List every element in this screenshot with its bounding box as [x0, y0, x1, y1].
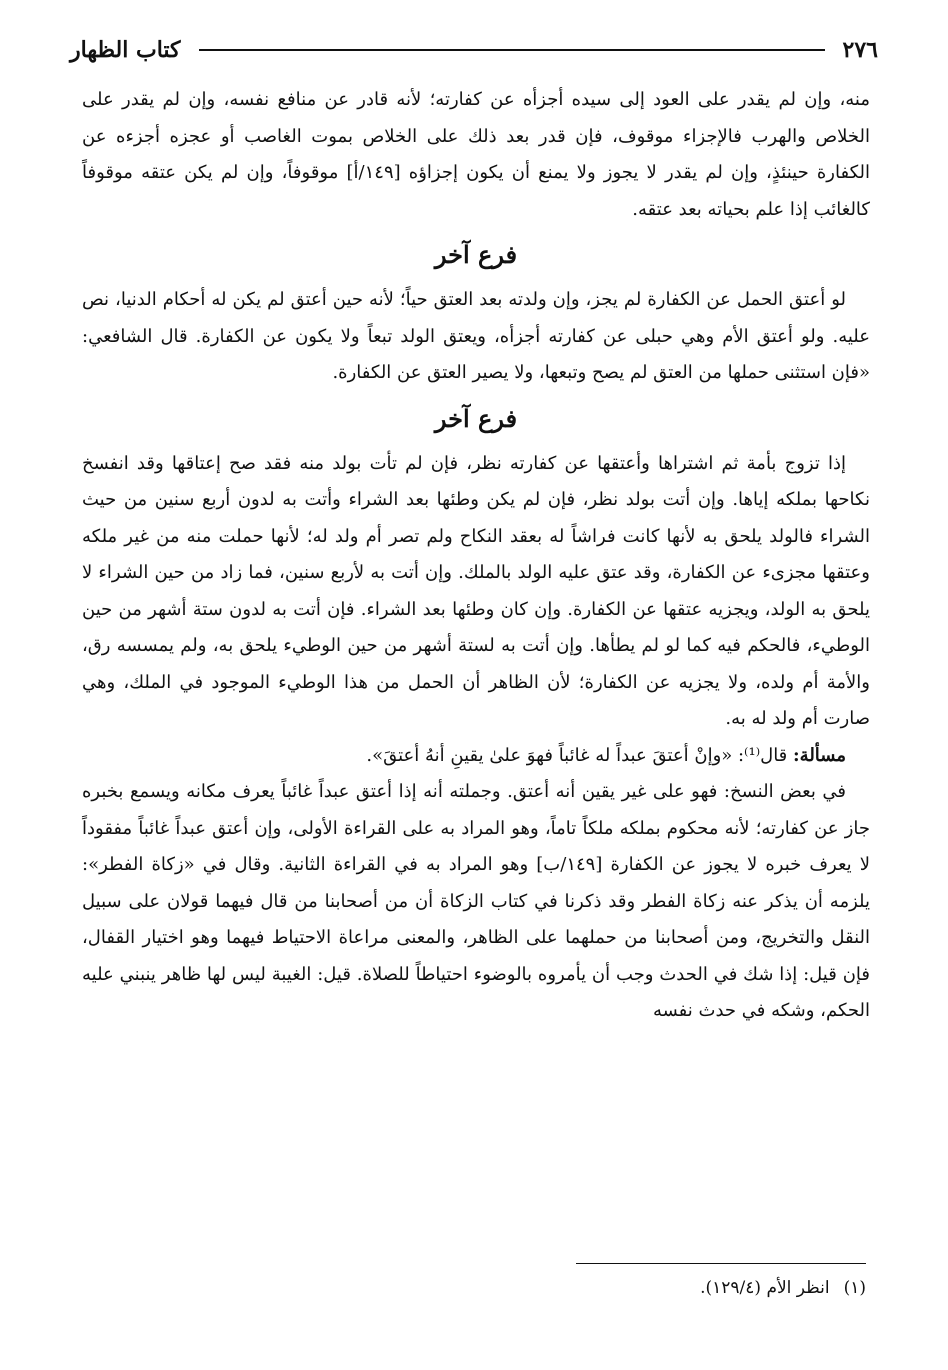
section-title-2: فرع آخر — [434, 403, 518, 433]
footnote — [82, 1273, 866, 1303]
paragraph-2: لو أعتق الحمل عن الكفارة لم يجز، وإن ولدته بعد العتق حياً؛ لأنه حين أعتق لم يكن له أحكام الدنيا، نص عليه. ولو أعتق الأم وهي حبلى عن كفارته أجزأه، ويعتق الولد تبعاً ولا يكون عن الكفارة. قال الشافعي: «فإن استثنى حملها من العتق لم يصح وتبعها، ولا يصير العتق عن الكفارة. — [82, 289, 870, 383]
masala-text: قال⁽¹⁾: «وإنْ أعتقَ عبداً له غائباً فهوَ علىٰ يقينِ أنهُ أعتقَ». — [366, 744, 788, 766]
paragraph-1: منه، وإن لم يقدر على العود إلى سيده أجزأه عن كفارته؛ لأنه قادر عن منافع نفسه، وإن لم يقدر على الخلاص والهرب فالإجزاء موقوف، فإن قدر بعد ذلك على الخلاص بموت الغاصب أو عجزه أجزءه عن الكفارة حينئذٍ، وإن لم يقدر لا يجوز ولا يمنع أن يكون إجزاؤه [١٤٩/أ] موقوفاً، وإن لم يكن عتقه موقوفاً كالغائب إذا علم بحياته بعد عتقه. — [82, 89, 871, 220]
paragraph-4: في بعض النسخ: فهو على غير يقين أنه أعتق. وجملته أنه إذا أعتق عبداً غائباً يعرف مكانه ويسمع بخبره جاز عن كفارته؛ لأنه محكوم بملكه ملكاً تاماً، وهو المراد به على القراءة الأولى، وإن أعتق عبداً غائباً مفقوداً لا يعرف خبره لا يجوز عن الكفارة [١٤٩/ب] وهو المراد به في القراءة الثانية. وقال في «زكاة الفطر»: يلزمه أن يذكر عنه زكاة الفطر وقد ذكرنا في كتاب الزكاة أن من أصحابنا من قال فيهما قولان على سبيل النقل والتخريج، ومن أصحابنا من حملهما على الظاهر، والمعنى مراعاة الاحتياط فيهما وهو اختيار القفال، فإن قيل: إذا شك في الحدث وجب أن يأمروه بالوضوء احتياطاً للصلاة. قيل: الغيبة ليس لها ظاهر ينبني عليه الحكم، وشكه في حدث نفسه — [82, 781, 871, 1021]
masala-paragraph — [82, 738, 870, 775]
page-header — [70, 28, 878, 72]
book-title: كتاب الظهار — [70, 37, 181, 63]
header-rule — [199, 49, 825, 51]
page-number: ٢٧٦ — [842, 37, 878, 63]
page-body — [82, 82, 870, 1030]
masala-label: مسألة: — [793, 744, 846, 766]
paragraph-3: إذا تزوج بأمة ثم اشتراها وأعتقها عن كفارته نظر، فإن لم تأت بولد منه فقد صح إعتاقها وقد انفسخ نكاحها بملكه إياها. وإن أتت بولد نظر، فإن لم يكن وطئها بعد الشراء وأتت به لدون أربع سنين من حيث الشراء فالولد يلحق به لأنها كانت فراشاً له بعقد النكاح ولم تصر أم ولد له؛ لأنها حملت منه من غير ملكه وعتقها مجزىء عن الكفارة، وقد عتق عليه الولد بالملك. وإن أتت به لأربع سنين، فما زاد من حين الشراء لا يلحق به الولد، ويجزيه عتقها عن الكفارة. وإن كان وطئها بعد الشراء. فإن أتت به لدون ستة أشهر من حين الوطيء، فالحكم فيه كما لو لم يطأها. وإن أتت به لستة أشهر من حين الوطيء يلحق به، ولم يمسسه رق، والأمة أم ولده، ولا يجزيه عن الكفارة؛ لأن الظاهر أن الحمل من هذا الوطيء الموجود في الملك، وهي صارت أم ولد له به. — [82, 452, 870, 729]
footnote-number: (١) — [843, 1278, 866, 1298]
section-title-1: فرع آخر — [434, 240, 518, 269]
footnote-text: انظر الأم (١٢٩/٤). — [700, 1278, 830, 1298]
footnote-rule — [576, 1263, 866, 1264]
